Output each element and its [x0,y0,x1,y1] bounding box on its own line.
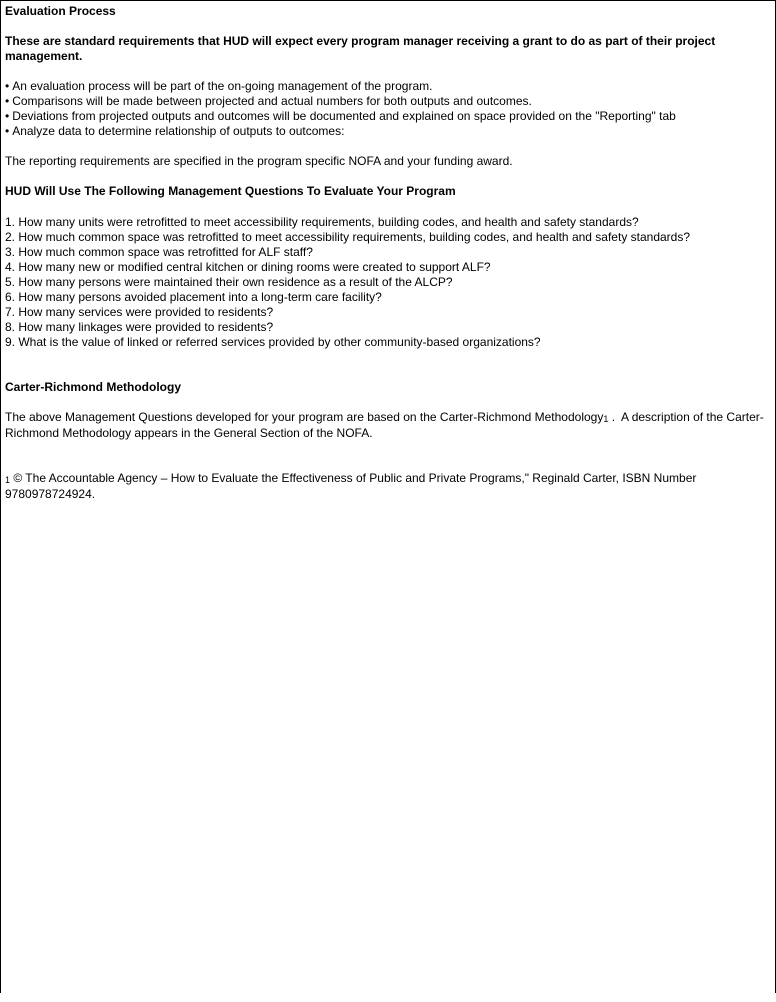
footnote [5,471,769,502]
question-item: 9. What is the value of linked or referred services provided by other community-based organizations? [5,335,541,349]
bullet-item [5,94,769,109]
bullet-item [5,124,769,139]
question-item: 5. How many persons were maintained their own residence as a result of the ALCP? [5,275,453,289]
page-title: Evaluation Process [5,4,116,18]
bullet-icon: • [5,94,10,108]
questions-heading: HUD Will Use The Following Management Questions To Evaluate Your Program [5,184,456,198]
bullet-list [5,79,769,139]
reporting-note: The reporting requirements are specified in the program specific NOFA and your funding award. [5,154,513,168]
footnote-text: © The Accountable Agency – How to Evaluate the Effectiveness of Public and Private Programs," Reginald Carter, ISBN Number 9780978724924. [5,471,700,501]
bullet-icon: • [5,79,10,93]
footnote-number: 1 [5,475,11,485]
methodology-text: The above Management Questions developed for your program are based on the Carter-Richmond Methodology [5,410,604,424]
bullet-text: Analyze data to determine relationship of outputs to outcomes: [12,124,345,138]
question-item: 1. How many units were retrofitted to meet accessibility requirements, building codes, and health and safety standards? [5,215,639,229]
question-item: 8. How many linkages were provided to residents? [5,320,274,334]
methodology-heading: Carter-Richmond Methodology [5,380,181,394]
methodology-paragraph [5,410,769,441]
intro-paragraph: These are standard requirements that HUD will expect every program manager receiving a grant to do as part of their project management. [5,34,716,63]
questions-list [5,215,769,350]
bullet-item [5,109,769,124]
footnote-reference-mark: 1 [603,414,609,424]
methodology-text-continued: . A description of the Carter-Richmond Methodology appears in the General Section of the NOFA. [5,410,764,440]
question-item: 4. How many new or modified central kitchen or dining rooms were created to support ALF? [5,260,491,274]
question-item: 7. How many services were provided to residents? [5,305,274,319]
bullet-text: Deviations from projected outputs and outcomes will be documented and explained on space provided on the "Reporting" tab [12,109,676,123]
bullet-text: Comparisons will be made between projected and actual numbers for both outputs and outcomes. [12,94,532,108]
question-item: 2. How much common space was retrofitted to meet accessibility requirements, building codes, and health and safety standards? [5,230,691,244]
bullet-icon: • [5,109,10,123]
question-item: 6. How many persons avoided placement into a long-term care facility? [5,290,382,304]
bullet-icon: • [5,124,10,138]
bullet-item [5,79,769,94]
bullet-text: An evaluation process will be part of the on-going management of the program. [12,79,433,93]
question-item: 3. How much common space was retrofitted for ALF staff? [5,245,313,259]
